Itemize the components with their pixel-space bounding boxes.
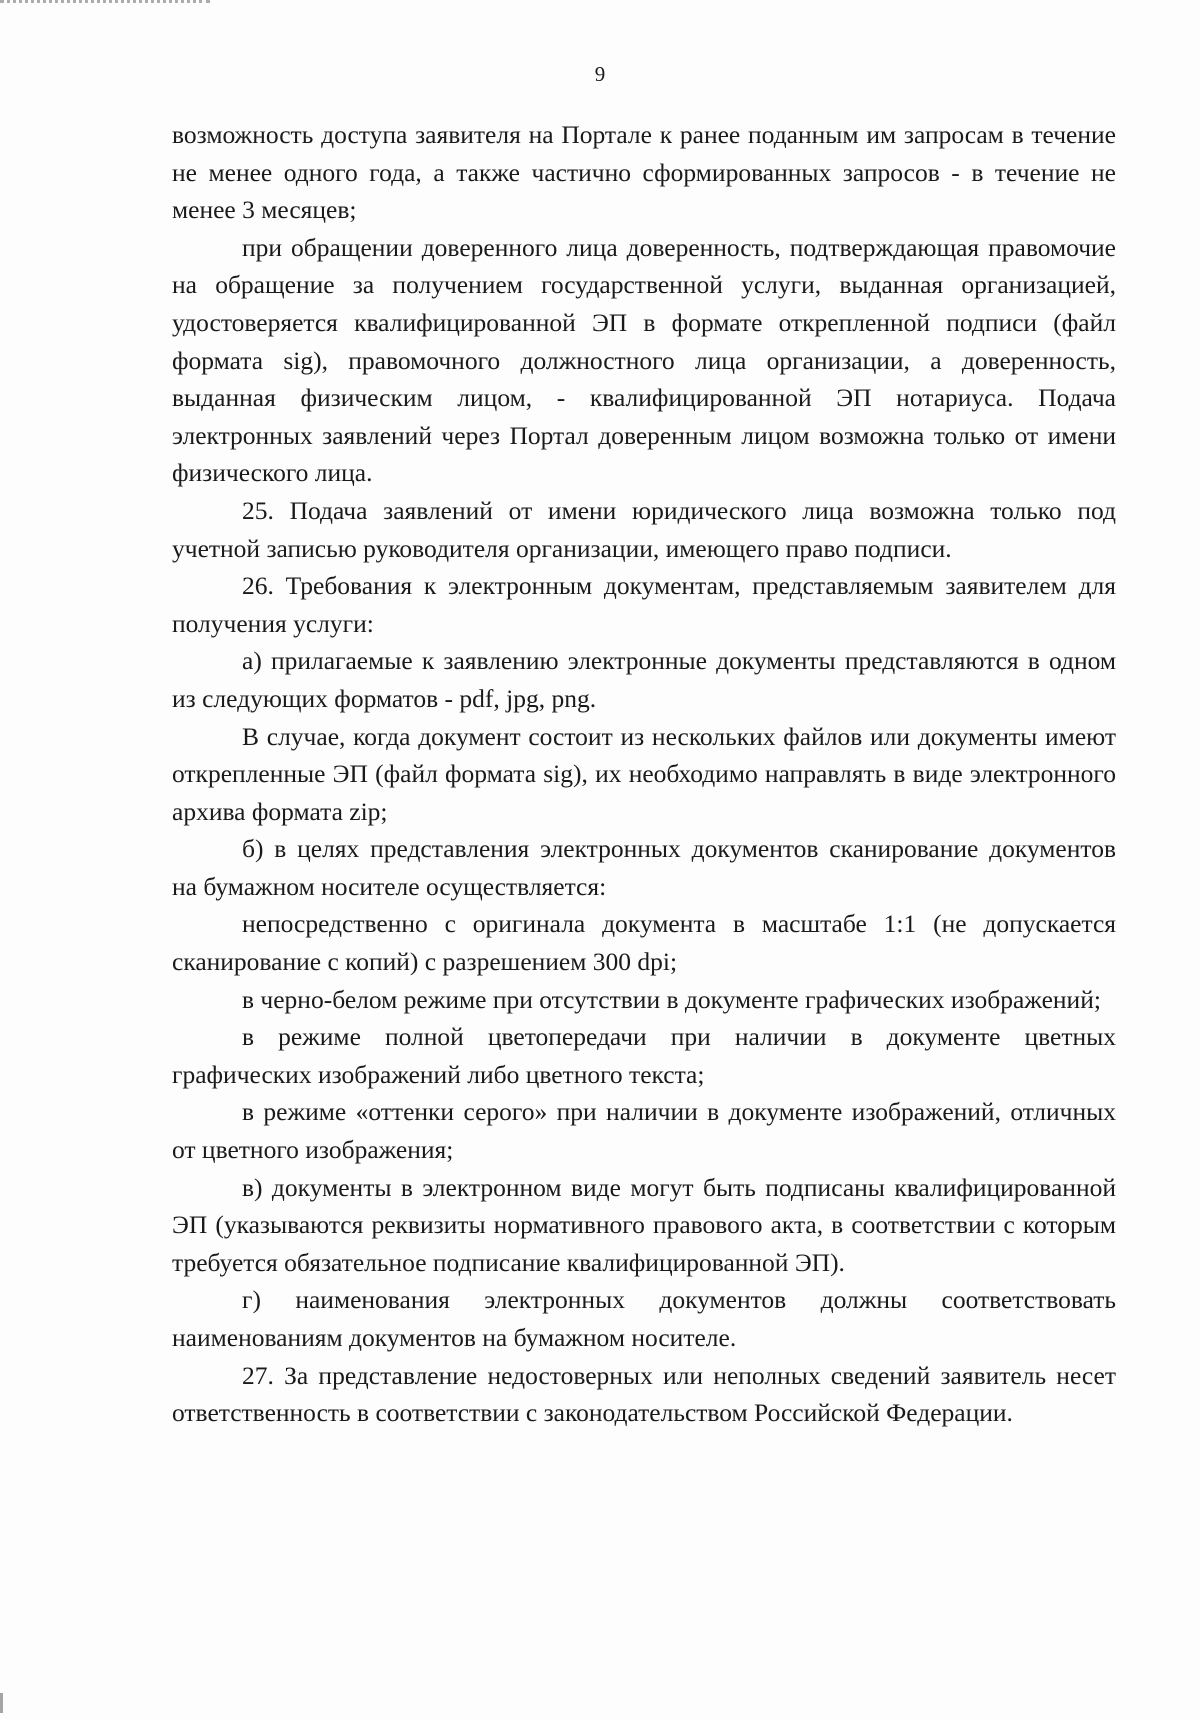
paragraph-26-b: б) в целях представления электронных документов сканирование документов на бумажном носителе осуществляется: (172, 834, 1116, 901)
page-number: 9 (594, 62, 606, 86)
paragraph-proxy-authorization: при обращении доверенного лица доверенность, подтверждающая правомочие на обращение за получением государственной услуги, выданная организацией, удостоверяется квалифицированной ЭП в формате открепленной подписи (файл формата sig), правомочного должностного лица организации, а доверенность, выданная физическим лицом, - квалифицированной ЭП нотариуса. Подача электронных заявлений через Портал доверенным лицом возможна только от имени физического лица. (172, 232, 1116, 488)
scan-artifact-top (0, 0, 210, 7)
paragraph-26-v: в) документы в электронном виде могут быть подписаны квалифицированной ЭП (указываются реквизиты нормативного правового акта, в соответствии с которым требуется обязательное подписание квалифицированной ЭП). (172, 1172, 1116, 1277)
paragraph-scan-original: непосредственно с оригинала документа в масштабе 1:1 (не допускается сканирование с копий) с разрешением 300 dpi; (172, 909, 1116, 977)
paragraph-portal-access: возможность доступа заявителя на Портале к ранее поданным им запросам в течение не менее одного года, а также частично сформированных запросов - в течение не менее 3 месяцев; (172, 120, 1116, 225)
paragraph-27: 27. За представление недостоверных или неполных сведений заявитель несет ответственность в соответствии с законодательством Российской Федерации. (172, 1360, 1116, 1428)
paragraph-26: 26. Требования к электронным документам, представляемым заявителем для получения услуги: (172, 571, 1116, 638)
paragraph-scan-color: в режиме полной цветопередачи при наличии в документе цветных графических изображений либо цветного текста; (172, 1022, 1116, 1089)
scan-artifact-bottom (0, 1693, 11, 1713)
document-body (172, 116, 1116, 1432)
paragraph-26-a-zip: В случае, когда документ состоит из нескольких файлов или документы имеют открепленные ЭП (файл формата sig), их необходимо направлять в виде электронного архива формата zip; (172, 721, 1116, 826)
paragraph-25: 25. Подача заявлений от имени юридического лица возможна только под учетной записью руководителя организации, имеющего право подписи. (172, 495, 1116, 563)
paragraph-26-g: г) наименования электронных документов должны соответствовать наименованиям документов на бумажном носителе. (172, 1285, 1116, 1352)
paragraph-26-a: а) прилагаемые к заявлению электронные документы представляются в одном из следующих форматов - pdf, jpg, png. (172, 646, 1116, 713)
paragraph-scan-bw: в черно-белом режиме при отсутствии в документе графических изображений; (242, 984, 1101, 1014)
paragraph-scan-grayscale: в режиме «оттенки серого» при наличии в документе изображений, отличных от цветного изображения; (172, 1097, 1116, 1165)
